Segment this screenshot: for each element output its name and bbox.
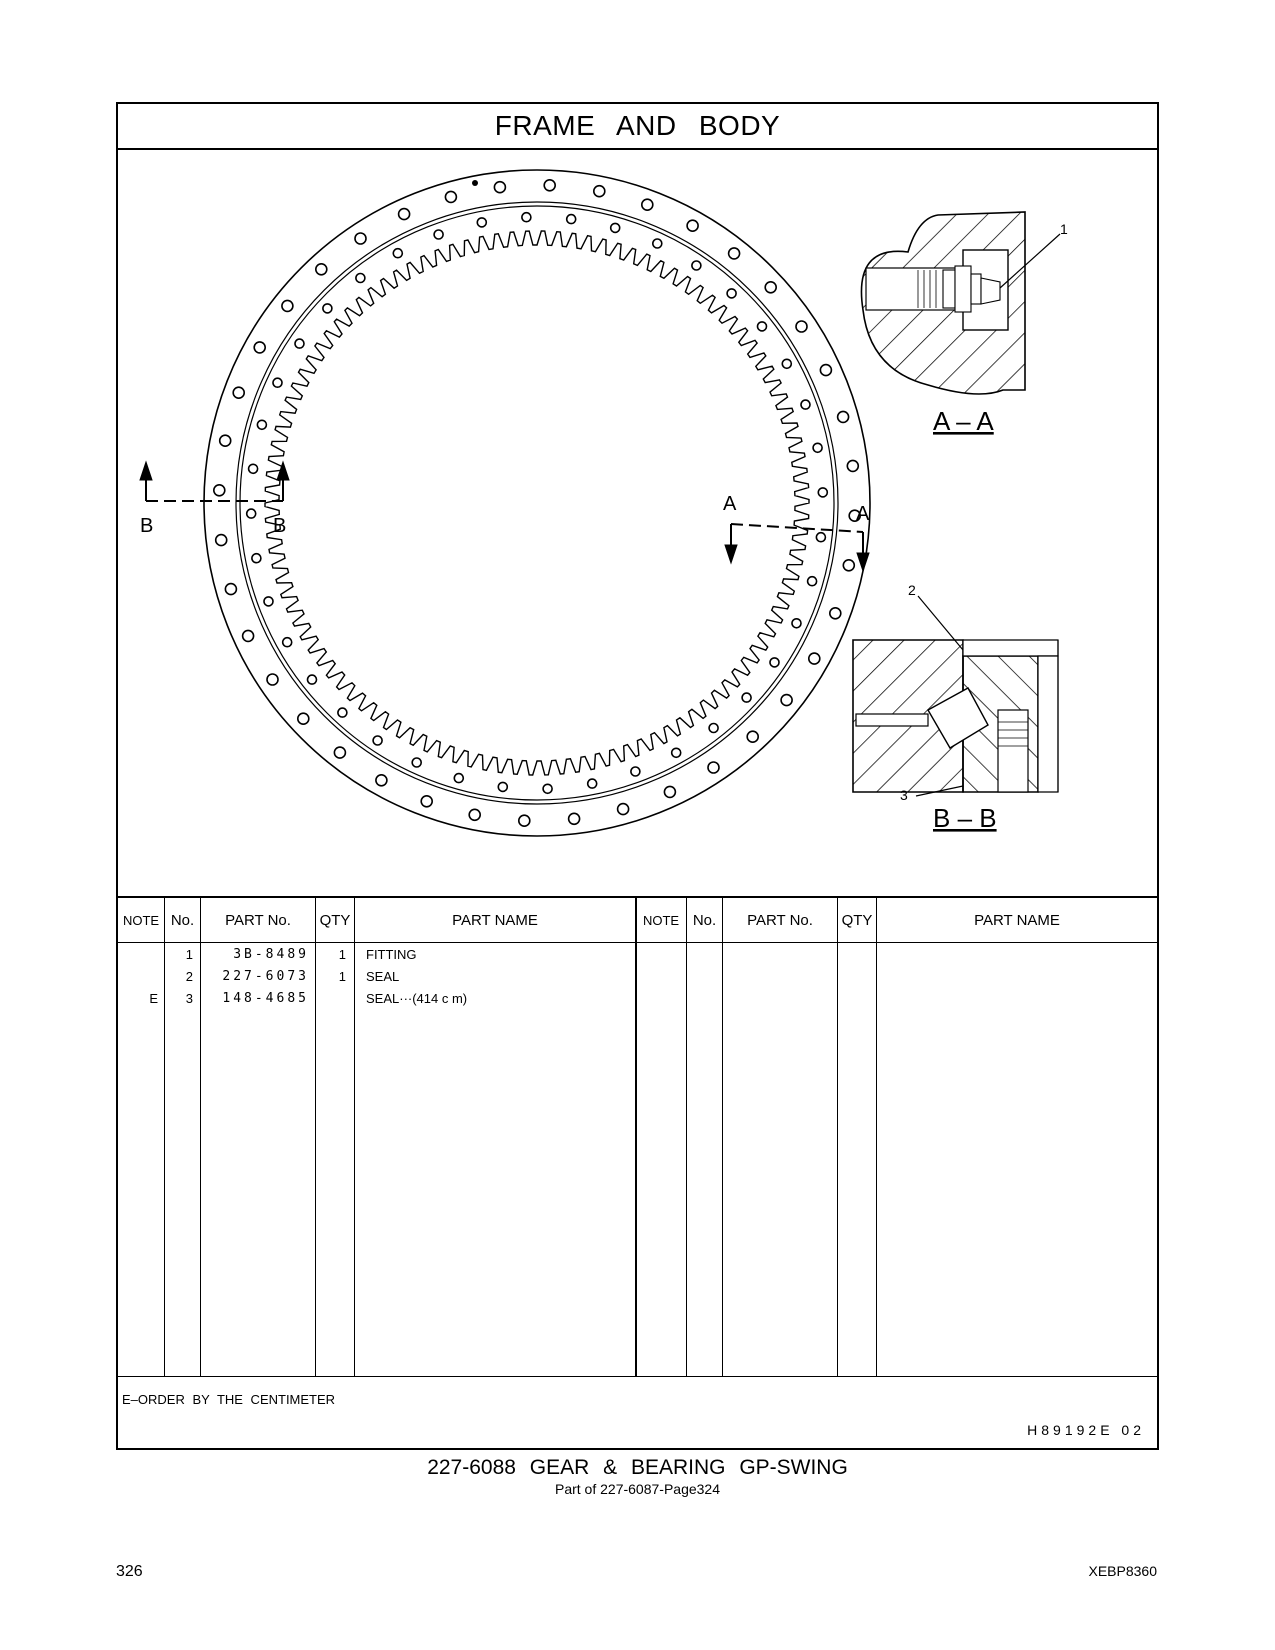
page-frame bbox=[116, 102, 1159, 1450]
order-note: E–ORDER BY THE CENTIMETER bbox=[122, 1392, 336, 1407]
col-header-qty-2: QTY bbox=[841, 911, 873, 929]
page-number: 326 bbox=[116, 1563, 143, 1580]
bearing-illustration bbox=[118, 150, 1157, 896]
cut-label-a-right: A bbox=[856, 503, 870, 525]
section-aa-label: A – A bbox=[933, 406, 994, 436]
row-part-name: SEAL bbox=[366, 969, 400, 984]
col-header-note-2: NOTE bbox=[642, 912, 680, 928]
row-no: 3 bbox=[185, 991, 193, 1006]
col-header-no: No. bbox=[170, 911, 195, 929]
document-code: XEBP8360 bbox=[1088, 1563, 1157, 1579]
row-part-name: FITTING bbox=[366, 947, 417, 962]
callout-1: 1 bbox=[1060, 221, 1068, 237]
assembly-title: 227-6088 GEAR & BEARING GP-SWING bbox=[427, 1456, 848, 1479]
bearing-ring bbox=[204, 170, 870, 836]
row-qty: 1 bbox=[338, 947, 346, 962]
cut-label-a-left: A bbox=[723, 493, 737, 515]
assembly-subtitle: Part of 227-6087-Page324 bbox=[554, 1481, 720, 1497]
col-header-part-no: PART No. bbox=[225, 911, 291, 929]
section-bb-detail bbox=[853, 582, 1058, 833]
section-bb-label: B – B bbox=[933, 803, 997, 833]
row-no: 1 bbox=[185, 947, 193, 962]
col-header-part-name: PART NAME bbox=[452, 911, 538, 929]
row-qty: 1 bbox=[338, 969, 346, 984]
col-header-qty: QTY bbox=[319, 911, 351, 929]
parts-table bbox=[118, 896, 1157, 1378]
callout-2: 2 bbox=[908, 582, 916, 598]
col-header-no-2: No. bbox=[692, 911, 717, 929]
row-part-no: 227-6073 bbox=[222, 969, 309, 984]
row-note: E bbox=[149, 991, 158, 1006]
drawing-code: H89192E 02 bbox=[1027, 1422, 1145, 1438]
section-cut-b bbox=[140, 462, 289, 501]
cut-label-b-right: B bbox=[273, 515, 287, 537]
col-header-part-no-2: PART No. bbox=[747, 911, 813, 929]
callout-3: 3 bbox=[900, 787, 908, 803]
cut-label-b-left: B bbox=[140, 515, 154, 537]
col-header-part-name-2: PART NAME bbox=[974, 911, 1060, 929]
row-part-name: SEAL···(414 c m) bbox=[366, 991, 468, 1006]
section-aa-detail bbox=[861, 212, 1068, 436]
row-no: 2 bbox=[185, 969, 193, 984]
col-header-note: NOTE bbox=[122, 912, 160, 928]
row-part-no: 148-4685 bbox=[222, 991, 309, 1006]
row-part-no: 3B-8489 bbox=[233, 947, 309, 962]
page-title: FRAME AND BODY bbox=[118, 104, 1157, 150]
parts-drawing bbox=[118, 150, 1157, 896]
